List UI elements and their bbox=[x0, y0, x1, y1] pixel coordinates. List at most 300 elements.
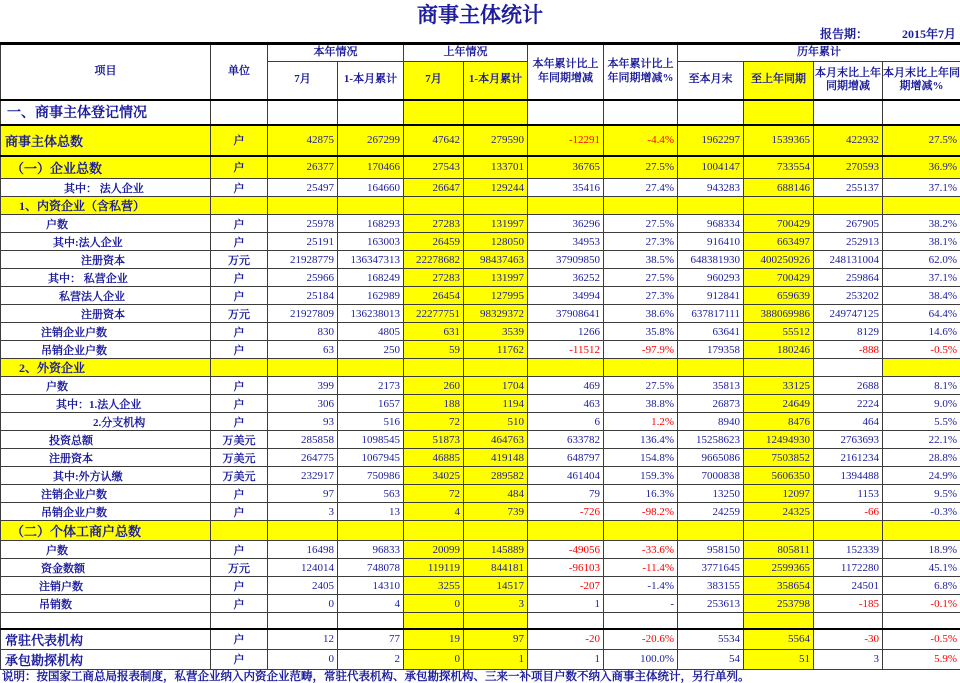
value-cell: 3 bbox=[464, 595, 528, 613]
value-cell: 42875 bbox=[268, 125, 338, 156]
value-cell: 38.8% bbox=[604, 395, 678, 413]
value-cell: 28.8% bbox=[883, 449, 960, 467]
value-cell: 38.5% bbox=[604, 251, 678, 269]
unit-cell bbox=[211, 613, 268, 629]
row-label: 注销户数 bbox=[1, 577, 211, 595]
value-cell: 463 bbox=[528, 395, 604, 413]
value-cell: 26459 bbox=[404, 233, 464, 251]
row-label: 私营法人企业 bbox=[1, 287, 211, 305]
value-cell: 27.3% bbox=[604, 233, 678, 251]
table-row bbox=[1, 521, 960, 541]
value-cell: 164660 bbox=[338, 179, 404, 197]
unit-cell: 户 bbox=[211, 215, 268, 233]
value-cell bbox=[814, 197, 883, 215]
value-cell: 748078 bbox=[338, 559, 404, 577]
value-cell bbox=[404, 359, 464, 377]
value-cell: 12494930 bbox=[744, 431, 814, 449]
value-cell: 844181 bbox=[464, 559, 528, 577]
value-cell: 2599365 bbox=[744, 559, 814, 577]
value-cell: 27543 bbox=[404, 156, 464, 179]
page-title: 商事主体统计 bbox=[0, 0, 960, 28]
value-cell: 37909850 bbox=[528, 251, 604, 269]
value-cell: 33125 bbox=[744, 377, 814, 395]
value-cell: 3 bbox=[814, 649, 883, 669]
value-cell: 47642 bbox=[404, 125, 464, 156]
value-cell: 136347313 bbox=[338, 251, 404, 269]
table-row bbox=[1, 197, 960, 215]
value-cell: 270593 bbox=[814, 156, 883, 179]
row-label: 商事主体总数 bbox=[1, 125, 211, 156]
value-cell: 3255 bbox=[404, 577, 464, 595]
unit-cell: 户 bbox=[211, 287, 268, 305]
table-row bbox=[1, 577, 960, 595]
row-label: 资金数额 bbox=[1, 559, 211, 577]
value-cell: 21927809 bbox=[268, 305, 338, 323]
value-cell: 6 bbox=[528, 413, 604, 431]
unit-cell: 万美元 bbox=[211, 449, 268, 467]
table-row bbox=[1, 156, 960, 179]
value-cell: 2763693 bbox=[814, 431, 883, 449]
value-cell: -33.6% bbox=[604, 541, 678, 559]
value-cell: -1.4% bbox=[604, 577, 678, 595]
value-cell: 51 bbox=[744, 649, 814, 669]
value-cell: 26647 bbox=[404, 179, 464, 197]
value-cell: 267299 bbox=[338, 125, 404, 156]
value-cell: 63 bbox=[268, 341, 338, 359]
value-cell: 1539365 bbox=[744, 125, 814, 156]
row-label: 注册资本 bbox=[1, 449, 211, 467]
unit-cell: 户 bbox=[211, 595, 268, 613]
value-cell: 464 bbox=[814, 413, 883, 431]
report-period-label: 报告期： bbox=[820, 27, 868, 41]
value-cell: 22.1% bbox=[883, 431, 960, 449]
value-cell: 11762 bbox=[464, 341, 528, 359]
value-cell bbox=[528, 359, 604, 377]
value-cell bbox=[678, 359, 744, 377]
value-cell: 968334 bbox=[678, 215, 744, 233]
value-cell: 8.1% bbox=[883, 377, 960, 395]
value-cell: 18.9% bbox=[883, 541, 960, 559]
value-cell: 8940 bbox=[678, 413, 744, 431]
value-cell: 77 bbox=[338, 629, 404, 650]
value-cell: 97 bbox=[268, 485, 338, 503]
value-cell: 1 bbox=[464, 649, 528, 669]
value-cell: 4 bbox=[404, 503, 464, 521]
value-cell bbox=[338, 197, 404, 215]
row-label: 一、商事主体登记情况 bbox=[1, 100, 211, 125]
value-cell: 306 bbox=[268, 395, 338, 413]
unit-cell: 户 bbox=[211, 629, 268, 650]
value-cell: 700429 bbox=[744, 269, 814, 287]
value-cell: -11512 bbox=[528, 341, 604, 359]
value-cell: 1004147 bbox=[678, 156, 744, 179]
value-cell: 97 bbox=[464, 629, 528, 650]
value-cell bbox=[268, 100, 338, 125]
value-cell: 145889 bbox=[464, 541, 528, 559]
value-cell: 64.4% bbox=[883, 305, 960, 323]
value-cell: 98437463 bbox=[464, 251, 528, 269]
row-label: 承包勘探机构 bbox=[1, 649, 211, 669]
row-label: 户数 bbox=[1, 377, 211, 395]
value-cell: 633782 bbox=[528, 431, 604, 449]
col-header-july-last: 7月 bbox=[404, 62, 464, 100]
value-cell: 383155 bbox=[678, 577, 744, 595]
row-label: 吊销数 bbox=[1, 595, 211, 613]
value-cell: -0.5% bbox=[883, 629, 960, 650]
value-cell: 358654 bbox=[744, 577, 814, 595]
value-cell: 14517 bbox=[464, 577, 528, 595]
value-cell: 1704 bbox=[464, 377, 528, 395]
table-row bbox=[1, 269, 960, 287]
col-header-unit: 单位 bbox=[211, 44, 268, 100]
value-cell bbox=[883, 197, 960, 215]
value-cell: -11.4% bbox=[604, 559, 678, 577]
value-cell: 170466 bbox=[338, 156, 404, 179]
value-cell: 0 bbox=[268, 595, 338, 613]
value-cell: 36296 bbox=[528, 215, 604, 233]
value-cell: 136238013 bbox=[338, 305, 404, 323]
value-cell: -0.1% bbox=[883, 595, 960, 613]
value-cell: 36252 bbox=[528, 269, 604, 287]
value-cell: 563 bbox=[338, 485, 404, 503]
unit-cell: 户 bbox=[211, 649, 268, 669]
row-label: 注册资本 bbox=[1, 251, 211, 269]
report-period bbox=[0, 28, 960, 42]
value-cell bbox=[404, 197, 464, 215]
unit-cell: 万美元 bbox=[211, 467, 268, 485]
value-cell: 1098545 bbox=[338, 431, 404, 449]
value-cell: 805811 bbox=[744, 541, 814, 559]
value-cell: 46885 bbox=[404, 449, 464, 467]
value-cell: -726 bbox=[528, 503, 604, 521]
unit-cell: 户 bbox=[211, 179, 268, 197]
value-cell: 128050 bbox=[464, 233, 528, 251]
value-cell: 98329372 bbox=[464, 305, 528, 323]
value-cell: 733554 bbox=[744, 156, 814, 179]
value-cell: 750986 bbox=[338, 467, 404, 485]
value-cell: - bbox=[604, 595, 678, 613]
value-cell: 96833 bbox=[338, 541, 404, 559]
unit-cell: 户 bbox=[211, 377, 268, 395]
table-row bbox=[1, 559, 960, 577]
table-row bbox=[1, 467, 960, 485]
value-cell: 1067945 bbox=[338, 449, 404, 467]
value-cell: 400250926 bbox=[744, 251, 814, 269]
value-cell: 9.5% bbox=[883, 485, 960, 503]
value-cell: 37.1% bbox=[883, 179, 960, 197]
value-cell: 55512 bbox=[744, 323, 814, 341]
value-cell: 15258623 bbox=[678, 431, 744, 449]
value-cell: 469 bbox=[528, 377, 604, 395]
row-label: 投资总额 bbox=[1, 431, 211, 449]
unit-cell: 户 bbox=[211, 269, 268, 287]
value-cell: 36.9% bbox=[883, 156, 960, 179]
value-cell: 1172280 bbox=[814, 559, 883, 577]
value-cell bbox=[464, 359, 528, 377]
value-cell: -207 bbox=[528, 577, 604, 595]
value-cell: 133701 bbox=[464, 156, 528, 179]
value-cell: -66 bbox=[814, 503, 883, 521]
value-cell: 93 bbox=[268, 413, 338, 431]
value-cell: 119119 bbox=[404, 559, 464, 577]
value-cell bbox=[528, 521, 604, 541]
value-cell bbox=[528, 613, 604, 629]
col-header-cum-last: 1-本月累计 bbox=[464, 62, 528, 100]
value-cell: 54 bbox=[678, 649, 744, 669]
unit-cell: 万元 bbox=[211, 559, 268, 577]
value-cell bbox=[464, 613, 528, 629]
row-label: 其中:法人企业 bbox=[1, 233, 211, 251]
value-cell bbox=[268, 613, 338, 629]
value-cell bbox=[604, 197, 678, 215]
value-cell bbox=[404, 521, 464, 541]
value-cell: 127995 bbox=[464, 287, 528, 305]
table-row bbox=[1, 323, 960, 341]
value-cell: 1.2% bbox=[604, 413, 678, 431]
value-cell bbox=[814, 359, 883, 377]
value-cell: 279590 bbox=[464, 125, 528, 156]
report-table bbox=[0, 42, 960, 670]
value-cell: 958150 bbox=[678, 541, 744, 559]
unit-cell: 万美元 bbox=[211, 431, 268, 449]
table-row bbox=[1, 503, 960, 521]
value-cell: 4 bbox=[338, 595, 404, 613]
row-label: 吊销企业户数 bbox=[1, 503, 211, 521]
value-cell: 38.1% bbox=[883, 233, 960, 251]
value-cell: 422932 bbox=[814, 125, 883, 156]
value-cell: 20099 bbox=[404, 541, 464, 559]
value-cell bbox=[814, 100, 883, 125]
value-cell: 7503852 bbox=[744, 449, 814, 467]
value-cell: 232917 bbox=[268, 467, 338, 485]
unit-cell: 户 bbox=[211, 156, 268, 179]
value-cell: 34994 bbox=[528, 287, 604, 305]
value-cell bbox=[883, 359, 960, 377]
table-row bbox=[1, 395, 960, 413]
value-cell: -0.5% bbox=[883, 341, 960, 359]
row-label: 1、内资企业（含私营） bbox=[1, 197, 211, 215]
value-cell: 663497 bbox=[744, 233, 814, 251]
table-row bbox=[1, 233, 960, 251]
value-cell: 12097 bbox=[744, 485, 814, 503]
group-header-this-year: 本年情况 bbox=[268, 44, 404, 62]
value-cell bbox=[604, 613, 678, 629]
table-body bbox=[1, 100, 960, 670]
table-row bbox=[1, 287, 960, 305]
value-cell: 5.9% bbox=[883, 649, 960, 669]
value-cell: 1 bbox=[528, 649, 604, 669]
unit-cell: 万元 bbox=[211, 305, 268, 323]
value-cell: 35813 bbox=[678, 377, 744, 395]
value-cell: 36765 bbox=[528, 156, 604, 179]
table-row bbox=[1, 341, 960, 359]
value-cell: 27283 bbox=[404, 269, 464, 287]
value-cell: 25978 bbox=[268, 215, 338, 233]
value-cell: -4.4% bbox=[604, 125, 678, 156]
value-cell: 35.8% bbox=[604, 323, 678, 341]
table-row bbox=[1, 100, 960, 125]
value-cell bbox=[404, 613, 464, 629]
value-cell: 24501 bbox=[814, 577, 883, 595]
value-cell: 168293 bbox=[338, 215, 404, 233]
value-cell: 916410 bbox=[678, 233, 744, 251]
value-cell: 648381930 bbox=[678, 251, 744, 269]
value-cell: 659639 bbox=[744, 287, 814, 305]
row-label: 其中：1.法人企业 bbox=[1, 395, 211, 413]
value-cell bbox=[528, 100, 604, 125]
value-cell bbox=[268, 359, 338, 377]
value-cell: 131997 bbox=[464, 269, 528, 287]
value-cell bbox=[464, 197, 528, 215]
unit-cell bbox=[211, 100, 268, 125]
table-row bbox=[1, 305, 960, 323]
value-cell: 129244 bbox=[464, 179, 528, 197]
table-row bbox=[1, 179, 960, 197]
value-cell: 13 bbox=[338, 503, 404, 521]
value-cell: 72 bbox=[404, 413, 464, 431]
value-cell: 27.5% bbox=[604, 269, 678, 287]
unit-cell bbox=[211, 359, 268, 377]
value-cell: -20.6% bbox=[604, 629, 678, 650]
value-cell: 285858 bbox=[268, 431, 338, 449]
value-cell bbox=[604, 359, 678, 377]
value-cell: 188 bbox=[404, 395, 464, 413]
value-cell: 267905 bbox=[814, 215, 883, 233]
value-cell: 253798 bbox=[744, 595, 814, 613]
value-cell: 3 bbox=[268, 503, 338, 521]
value-cell: 12 bbox=[268, 629, 338, 650]
value-cell: 253613 bbox=[678, 595, 744, 613]
value-cell: 688146 bbox=[744, 179, 814, 197]
value-cell: 136.4% bbox=[604, 431, 678, 449]
value-cell bbox=[883, 613, 960, 629]
value-cell: -0.3% bbox=[883, 503, 960, 521]
value-cell: 250 bbox=[338, 341, 404, 359]
value-cell: 24325 bbox=[744, 503, 814, 521]
value-cell bbox=[883, 521, 960, 541]
value-cell: 124014 bbox=[268, 559, 338, 577]
table-row bbox=[1, 449, 960, 467]
value-cell: 19 bbox=[404, 629, 464, 650]
value-cell: 1 bbox=[528, 595, 604, 613]
value-cell bbox=[268, 521, 338, 541]
value-cell: 25184 bbox=[268, 287, 338, 305]
row-label: 2、外资企业 bbox=[1, 359, 211, 377]
value-cell: 159.3% bbox=[604, 467, 678, 485]
value-cell: 25966 bbox=[268, 269, 338, 287]
value-cell: 51873 bbox=[404, 431, 464, 449]
value-cell bbox=[814, 613, 883, 629]
row-label: 户数 bbox=[1, 215, 211, 233]
value-cell: 739 bbox=[464, 503, 528, 521]
value-cell: 63641 bbox=[678, 323, 744, 341]
value-cell bbox=[464, 521, 528, 541]
value-cell: 1153 bbox=[814, 485, 883, 503]
value-cell bbox=[744, 521, 814, 541]
value-cell bbox=[678, 521, 744, 541]
value-cell: 1266 bbox=[528, 323, 604, 341]
value-cell: 464763 bbox=[464, 431, 528, 449]
value-cell: 399 bbox=[268, 377, 338, 395]
unit-cell: 户 bbox=[211, 577, 268, 595]
value-cell: 24649 bbox=[744, 395, 814, 413]
unit-cell bbox=[211, 521, 268, 541]
value-cell: 943283 bbox=[678, 179, 744, 197]
unit-cell: 户 bbox=[211, 503, 268, 521]
table-row bbox=[1, 595, 960, 613]
value-cell: 7000838 bbox=[678, 467, 744, 485]
unit-cell: 户 bbox=[211, 233, 268, 251]
value-cell bbox=[678, 613, 744, 629]
unit-cell: 户 bbox=[211, 125, 268, 156]
table-row bbox=[1, 125, 960, 156]
row-label: 常驻代表机构 bbox=[1, 629, 211, 650]
unit-cell: 户 bbox=[211, 413, 268, 431]
value-cell: 2 bbox=[338, 649, 404, 669]
value-cell: 0 bbox=[268, 649, 338, 669]
value-cell: 37908641 bbox=[528, 305, 604, 323]
value-cell bbox=[338, 613, 404, 629]
value-cell: 21928779 bbox=[268, 251, 338, 269]
value-cell bbox=[744, 100, 814, 125]
value-cell bbox=[464, 100, 528, 125]
value-cell: 38.6% bbox=[604, 305, 678, 323]
value-cell bbox=[744, 197, 814, 215]
value-cell: 180246 bbox=[744, 341, 814, 359]
value-cell: 24259 bbox=[678, 503, 744, 521]
value-cell: 45.1% bbox=[883, 559, 960, 577]
table-row bbox=[1, 649, 960, 669]
value-cell: 631 bbox=[404, 323, 464, 341]
value-cell: 8476 bbox=[744, 413, 814, 431]
value-cell: -96103 bbox=[528, 559, 604, 577]
value-cell: 14310 bbox=[338, 577, 404, 595]
value-cell: 13250 bbox=[678, 485, 744, 503]
value-cell: 27.3% bbox=[604, 287, 678, 305]
value-cell: 461404 bbox=[528, 467, 604, 485]
value-cell: 510 bbox=[464, 413, 528, 431]
col-header-month-end-diff: 本月末比上年同期增减 bbox=[814, 62, 883, 100]
table-row bbox=[1, 541, 960, 559]
value-cell: 2405 bbox=[268, 577, 338, 595]
value-cell: 38.4% bbox=[883, 287, 960, 305]
value-cell: 34953 bbox=[528, 233, 604, 251]
value-cell: 484 bbox=[464, 485, 528, 503]
value-cell: 22278682 bbox=[404, 251, 464, 269]
col-header-cum-this: 1-本月累计 bbox=[338, 62, 404, 100]
group-header-history: 历年累计 bbox=[678, 44, 960, 62]
table-row bbox=[1, 485, 960, 503]
value-cell: 27.5% bbox=[604, 215, 678, 233]
row-label: 2.分支机构 bbox=[1, 413, 211, 431]
report-period-value: 2015年7月 bbox=[902, 27, 956, 41]
row-label: 户数 bbox=[1, 541, 211, 559]
table-row bbox=[1, 629, 960, 650]
value-cell: 3771645 bbox=[678, 559, 744, 577]
value-cell: 253202 bbox=[814, 287, 883, 305]
value-cell: 14.6% bbox=[883, 323, 960, 341]
table-row bbox=[1, 251, 960, 269]
value-cell: 27.5% bbox=[604, 156, 678, 179]
value-cell: 152339 bbox=[814, 541, 883, 559]
value-cell: -888 bbox=[814, 341, 883, 359]
value-cell: 3539 bbox=[464, 323, 528, 341]
value-cell: 38.2% bbox=[883, 215, 960, 233]
value-cell: 9.0% bbox=[883, 395, 960, 413]
value-cell bbox=[678, 100, 744, 125]
group-header-last-year: 上年情况 bbox=[404, 44, 528, 62]
unit-cell: 户 bbox=[211, 323, 268, 341]
